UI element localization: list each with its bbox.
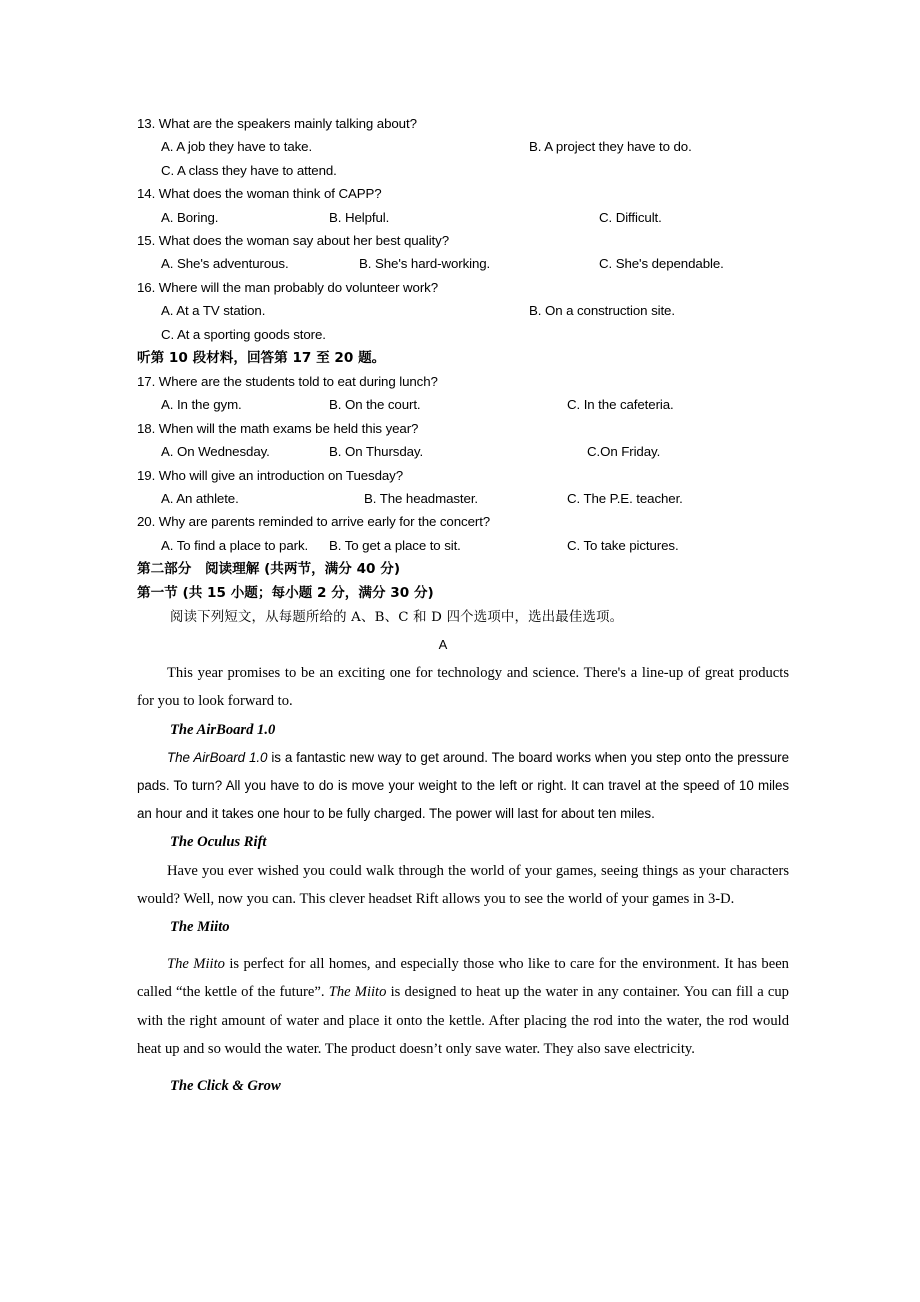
spacer — [137, 941, 789, 950]
option-a[interactable]: A. At a TV station. — [161, 303, 266, 319]
option-c[interactable]: C. A class they have to attend. — [161, 162, 337, 178]
option-b[interactable]: B. On a construction site. — [529, 303, 675, 319]
listening-questions-block — [137, 112, 789, 557]
option-c[interactable]: C.On Friday. — [587, 444, 661, 460]
passage-intro-paragraph: This year promises to be an exciting one for technology and science. There's a line-up of great products for you to look forward to. — [137, 665, 789, 710]
option-b[interactable]: B. On the court. — [329, 397, 421, 413]
option-c[interactable]: C. In the cafeteria. — [567, 397, 674, 413]
option-b[interactable]: B. Helpful. — [329, 209, 390, 225]
option-c[interactable]: C. At a sporting goods store. — [161, 326, 326, 342]
option-row — [137, 323, 789, 346]
passage-label-a: A — [438, 637, 448, 653]
question-stem: 19. Who will give an introduction on Tuesday? — [137, 467, 404, 483]
part-two-heading: 第二部分 阅读理解 (共两节，满分 40 分) — [137, 561, 401, 578]
product-heading-click-and-grow: The Click & Grow — [170, 1078, 281, 1094]
product-body-oculus-rift: Have you ever wished you could walk through the world of your games, seeing things as your characters would? Well, now you can. This clever headset Rift allows you to see the world of your games in 3-D. — [137, 862, 789, 907]
question-stem: 18. When will the math exams be held this year? — [137, 420, 419, 436]
option-b[interactable]: B. She's hard-working. — [359, 256, 491, 272]
option-row — [137, 487, 789, 510]
option-a[interactable]: A. On Wednesday. — [161, 444, 270, 460]
option-b[interactable]: B. The headmaster. — [364, 490, 479, 506]
question-20 — [137, 510, 789, 557]
option-row — [137, 534, 789, 557]
option-a[interactable]: A. In the gym. — [161, 397, 242, 413]
question-stem: 16. Where will the man probably do volunteer work? — [137, 279, 438, 295]
spacer — [137, 1063, 789, 1072]
question-stem: 17. Where are the students told to eat during lunch? — [137, 373, 438, 389]
option-row — [137, 135, 789, 158]
question-18 — [137, 417, 789, 464]
page-content — [137, 112, 789, 1100]
option-row — [137, 299, 789, 322]
product-body-text-part2: is designed to heat up the water in any container. You can fill a cup with the right amount of water and place it onto the kettle. After placing the rod into the water, the rod would heat up and so would the water. The product doesn’t only save water. They also save electricity. — [137, 984, 789, 1057]
question-stem: 13. What are the speakers mainly talking about? — [137, 116, 417, 131]
question-stem: 15. What does the woman say about her best quality? — [137, 232, 450, 248]
question-16 — [137, 276, 789, 346]
option-b[interactable]: B. A project they have to do. — [529, 139, 692, 155]
product-heading-oculus-rift: The Oculus Rift — [170, 834, 267, 851]
product-heading-miito: The Miito — [170, 918, 230, 935]
option-row — [137, 393, 789, 416]
option-a[interactable]: A. A job they have to take. — [161, 139, 313, 155]
product-heading-airboard: The AirBoard 1.0 — [170, 721, 276, 738]
option-c[interactable]: C. To take pictures. — [567, 537, 679, 553]
option-row — [137, 252, 789, 275]
section-one-heading: 第一节 (共 15 小题；每小题 2 分，满分 30 分) — [137, 585, 434, 602]
question-14 — [137, 182, 789, 229]
option-c[interactable]: C. Difficult. — [599, 209, 662, 225]
option-row — [137, 159, 789, 182]
option-a[interactable]: A. An athlete. — [161, 490, 239, 506]
option-row — [137, 206, 789, 229]
question-stem: 14. What does the woman think of CAPP? — [137, 186, 382, 202]
product-name-italic: The Miito — [167, 956, 225, 973]
product-name-italic-2: The Miito — [328, 984, 387, 1001]
product-body-airboard — [137, 744, 789, 829]
product-body-text: is a fantastic new way to get around. The board works when you step onto the pressure pads. To turn? All you have to do is move your weight to the left or right. It can travel at the speed of 10 miles an hour and it takes one hour to be fully charged. The power will last for about ten miles. — [137, 749, 789, 822]
question-17 — [137, 370, 789, 417]
option-b[interactable]: B. On Thursday. — [329, 444, 424, 460]
option-b[interactable]: B. To get a place to sit. — [329, 537, 461, 553]
option-c[interactable]: C. She's dependable. — [599, 256, 724, 272]
question-13 — [137, 112, 789, 182]
listening-material-header-10: 听第 10 段材料，回答第 17 至 20 题。 — [137, 349, 386, 366]
question-stem: 20. Why are parents reminded to arrive early for the concert? — [137, 514, 491, 530]
product-name-italic: The AirBoard 1.0 — [167, 749, 268, 765]
question-15 — [137, 229, 789, 276]
option-a[interactable]: A. To find a place to park. — [161, 537, 309, 553]
product-body-miito — [137, 950, 789, 1063]
option-row — [137, 440, 789, 463]
option-a[interactable]: A. Boring. — [161, 209, 219, 225]
product-body-text-part1: is perfect for all homes, and especially those who like to care for the environment. It has been called “the kettle of the future”. — [137, 956, 789, 1001]
option-c[interactable]: C. The P.E. teacher. — [567, 490, 683, 506]
question-19 — [137, 464, 789, 511]
option-a[interactable]: A. She's adventurous. — [161, 256, 289, 272]
reading-instruction: 阅读下列短文，从每题所给的 A、B、C 和 D 四个选项中，选出最佳选项。 — [170, 610, 624, 626]
